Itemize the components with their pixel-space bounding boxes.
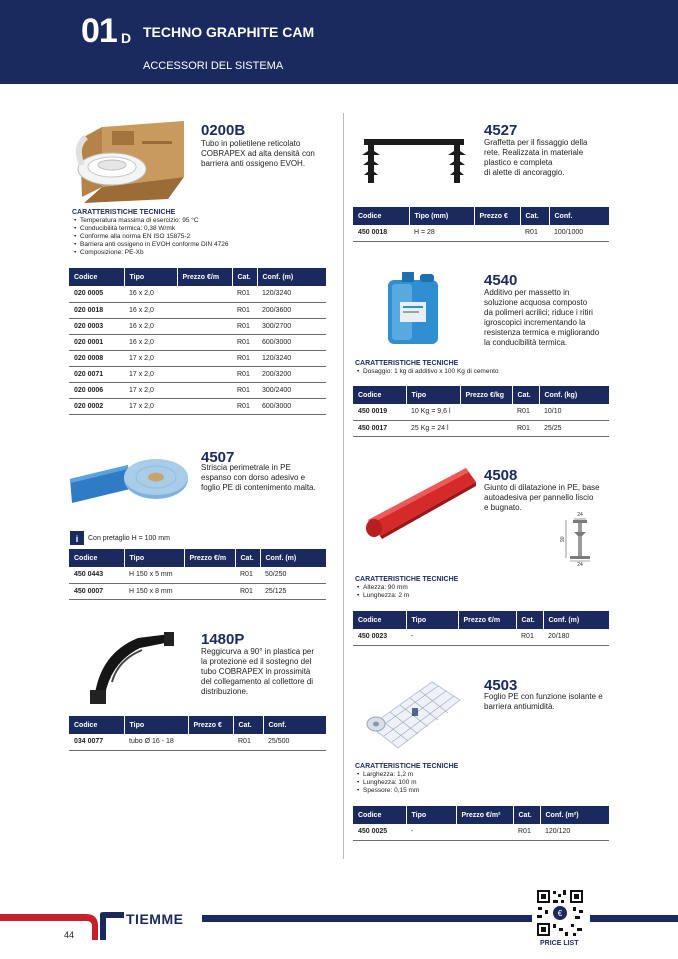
page-number: 44 [64, 930, 75, 940]
cell-cat: R01 [516, 629, 543, 645]
col-header: Prezzo € [188, 716, 233, 734]
col-header: Codice [69, 716, 124, 734]
cell-conf: 10/10 [539, 404, 609, 420]
cell-conf: 600/3000 [257, 398, 326, 414]
spec-item: • Lunghezza: 100 m [355, 779, 458, 787]
col-header: Conf. (m) [543, 611, 609, 629]
cell-code: 020 0001 [69, 334, 124, 350]
col-header: Tipo [124, 549, 184, 567]
col-header: Codice [353, 207, 409, 225]
table-row [69, 302, 326, 318]
specs-title: CARATTERISTICHE TECNICHE [355, 576, 459, 583]
cell-code: 034 0077 [69, 734, 124, 750]
cell-code: 450 0007 [69, 583, 124, 599]
cell-cat: R01 [232, 382, 257, 398]
additive-canister-image [384, 270, 442, 346]
cell-price [184, 567, 235, 583]
spec-item: • Conforme alla norma EN ISO 15875-2 [72, 233, 229, 241]
cell-type: 16 x 2,0 [124, 302, 177, 318]
cell-price [177, 302, 232, 318]
cell-cat: R01 [232, 350, 257, 366]
cell-type: 16 x 2,0 [124, 286, 177, 302]
table-row [353, 824, 609, 840]
cell-conf: 25/125 [260, 583, 326, 599]
cell-type: 25 Kg = 24 l [406, 420, 460, 436]
table-row [69, 334, 326, 350]
col-header: Prezzo €/kg [460, 386, 512, 404]
price-table-1480p [69, 716, 326, 751]
col-header: Tipo [406, 806, 456, 824]
cell-cat: R01 [513, 824, 540, 840]
perimeter-strip-image [68, 455, 190, 509]
cell-type: - [406, 824, 456, 840]
cell-type: 17 x 2,0 [124, 398, 177, 414]
col-header: Prezzo €/m [184, 549, 235, 567]
col-header: Cat. [513, 806, 540, 824]
table-row [69, 366, 326, 382]
col-header: Codice [69, 268, 124, 286]
price-table-4527 [353, 207, 609, 242]
product-code-0200b: 0200B [201, 122, 246, 139]
col-header: Conf. (m²) [540, 806, 609, 824]
price-table-4503 [353, 806, 609, 841]
table-row [69, 398, 326, 414]
qr-code[interactable] [535, 888, 585, 938]
spec-item: • Larghezza: 1,2 m [355, 771, 458, 779]
cell-code: 450 0443 [69, 567, 124, 583]
cell-price [474, 225, 520, 241]
table-header-row [353, 386, 609, 404]
cell-code: 020 0018 [69, 302, 124, 318]
product-description-4503: Foglio PE con funzione isolante e barriera antiumidità. [484, 692, 603, 711]
product-code-4503: 4503 [484, 677, 518, 694]
pipe-bend-support-image [78, 628, 178, 708]
col-header: Conf. [263, 716, 326, 734]
cell-cat: R01 [233, 734, 263, 750]
cell-price [458, 629, 516, 645]
col-header: Conf. [549, 207, 609, 225]
cell-code: 020 0002 [69, 398, 124, 414]
table-row [353, 225, 609, 241]
cell-code: 450 0017 [353, 420, 406, 436]
cell-price [177, 334, 232, 350]
cell-code: 020 0005 [69, 286, 124, 302]
col-header: Codice [353, 386, 406, 404]
cell-cat: R01 [235, 583, 260, 599]
cell-conf: 25/500 [263, 734, 326, 750]
cell-conf: 300/2400 [257, 382, 326, 398]
col-header: Conf. (kg) [539, 386, 609, 404]
pretaglio-note [70, 531, 170, 545]
table-row [69, 350, 326, 366]
specs-0200b [72, 209, 229, 257]
col-header: Tipo [406, 386, 460, 404]
spec-item: • Composizione: PE-Xb [72, 249, 229, 257]
col-header: Cat. [232, 268, 257, 286]
cell-cat: R01 [232, 302, 257, 318]
cell-price [177, 318, 232, 334]
price-table-4508 [353, 611, 609, 646]
col-header: Cat. [512, 386, 539, 404]
cell-cat: R01 [232, 318, 257, 334]
spec-item: • Dosaggio: 1 kg di additivo x 100 Kg di cemento [355, 368, 499, 376]
specs-4508 [355, 576, 458, 600]
table-row [353, 629, 609, 645]
page-title: TECHNO GRAPHITE CAM [143, 24, 315, 40]
product-code-4508: 4508 [484, 467, 518, 484]
specs-4540 [355, 360, 499, 376]
table-row [69, 583, 326, 599]
product-description-1480p: Reggicurva a 90° in plastica per la protezione ed il sostegno del tubo COBRAPEX in prossimità del collegamento al collettore di distribuzione. [201, 647, 315, 696]
column-divider [343, 113, 344, 859]
cell-type: 16 x 2,0 [124, 318, 177, 334]
table-row [353, 404, 609, 420]
table-header-row [69, 268, 326, 286]
cell-conf: 200/3600 [257, 302, 326, 318]
specs-4503 [355, 763, 458, 795]
spec-item: • Altezza: 90 mm [355, 584, 458, 592]
cell-price [456, 824, 513, 840]
col-header: Tipo [406, 611, 458, 629]
cell-code: 450 0023 [353, 629, 406, 645]
cell-type: H 150 x 5 mm [124, 567, 184, 583]
spec-item: • Barriera anti ossigeno in EVOH conforme DIN 4726 [72, 241, 229, 249]
product-description-4540: Additivo per massetto in soluzione acquosa composto da polimeri acrilici; riduce i ritiri igroscopici incrementando la resistenza termica e migliorando la conducibilità termica. [484, 288, 600, 347]
qr-label: PRICE LIST [540, 940, 579, 947]
cell-code: 450 0018 [353, 225, 409, 241]
spec-item: • Temperatura massima di esercizio: 95 °C [72, 217, 229, 225]
cell-code: 020 0071 [69, 366, 124, 382]
table-row [353, 420, 609, 436]
cell-conf: 25/25 [539, 420, 609, 436]
product-description-4507: Striscia perimetrale in PE espanso con dorso adesivo e foglio PE di contenimento malta. [201, 463, 316, 492]
table-row [69, 734, 326, 750]
col-header: Tipo [124, 268, 177, 286]
cell-code: 450 0025 [353, 824, 406, 840]
cell-conf: 120/120 [540, 824, 609, 840]
cell-conf: 120/3240 [257, 286, 326, 302]
product-code-4527: 4527 [484, 122, 518, 139]
product-description-0200b: Tubo in polietilene reticolato COBRAPEX ad alta densità con barriera anti ossigeno EVOH. [201, 139, 315, 168]
cell-price [177, 398, 232, 414]
table-header-row [353, 207, 609, 225]
product-code-1480p: 1480P [201, 631, 245, 648]
table-header-row [69, 716, 326, 734]
col-header: Codice [69, 549, 124, 567]
cell-cat: R01 [512, 420, 539, 436]
cell-code: 020 0008 [69, 350, 124, 366]
cell-type: 10 Kg = 9,6 l [406, 404, 460, 420]
col-header: Cat. [516, 611, 543, 629]
col-header: Codice [353, 611, 406, 629]
cell-conf: 100/1000 [549, 225, 609, 241]
note-text: Con pretaglio H = 100 mm [88, 534, 170, 542]
col-header: Conf. (m) [260, 549, 326, 567]
cell-conf: 20/180 [543, 629, 609, 645]
spec-item: • Conducibilità termica: 0,38 W/mk [72, 225, 229, 233]
table-header-row [353, 806, 609, 824]
cell-type: - [406, 629, 458, 645]
table-row [69, 382, 326, 398]
product-description-4527: Graffetta per il fissaggio della rete. Realizzata in materiale plastico e completa di alette di ancoraggio. [484, 138, 588, 177]
expansion-joint-image [366, 460, 478, 540]
cell-type: tubo Ø 16 - 18 [124, 734, 188, 750]
cell-conf: 300/2700 [257, 318, 326, 334]
joint-profile-drawing [560, 510, 600, 566]
section-letter: D [121, 30, 132, 46]
cell-type: 17 x 2,0 [124, 366, 177, 382]
col-header: Conf. (m) [257, 268, 326, 286]
pipe-box-image [72, 117, 190, 205]
clip-image [358, 133, 470, 187]
price-table-0200b [69, 268, 326, 415]
specs-title: CARATTERISTICHE TECNICHE [355, 360, 459, 367]
col-header: Tipo (mm) [409, 207, 474, 225]
col-header: Prezzo €/m² [456, 806, 513, 824]
cell-code: 020 0006 [69, 382, 124, 398]
product-code-4507: 4507 [201, 449, 235, 466]
brand-logo-text: TIEMME [126, 911, 184, 927]
col-header: Cat. [520, 207, 549, 225]
cell-price [460, 420, 512, 436]
col-header: Prezzo €/m [177, 268, 232, 286]
price-table-4507 [69, 549, 326, 600]
cell-cat: R01 [512, 404, 539, 420]
pe-sheet-roll-image [362, 678, 462, 752]
drawing-label-bottom: 24 [577, 562, 583, 566]
cell-code: 450 0019 [353, 404, 406, 420]
specs-title: CARATTERISTICHE TECNICHE [72, 209, 176, 216]
svg-text:€: € [557, 909, 563, 918]
col-header: Prezzo € [474, 207, 520, 225]
cell-cat: R01 [232, 286, 257, 302]
price-table-4540 [353, 386, 609, 437]
cell-conf: 50/250 [260, 567, 326, 583]
cell-type: H 150 x 8 mm [124, 583, 184, 599]
table-row [69, 286, 326, 302]
table-row [69, 318, 326, 334]
specs-title: CARATTERISTICHE TECNICHE [355, 763, 459, 770]
cell-conf: 200/3200 [257, 366, 326, 382]
product-code-4540: 4540 [484, 272, 518, 289]
cell-price [177, 366, 232, 382]
table-row [69, 567, 326, 583]
col-header: Codice [353, 806, 406, 824]
section-number: 01 [81, 12, 117, 50]
drawing-label-top: 24 [577, 512, 583, 518]
info-icon: i [70, 531, 84, 545]
cell-type: 17 x 2,0 [124, 382, 177, 398]
cell-cat: R01 [232, 366, 257, 382]
table-header-row [353, 611, 609, 629]
cell-type: 17 x 2,0 [124, 350, 177, 366]
col-header: Cat. [233, 716, 263, 734]
cell-type: H = 28 [409, 225, 474, 241]
cell-price [177, 382, 232, 398]
col-header: Cat. [235, 549, 260, 567]
cell-price [460, 404, 512, 420]
page-subtitle: ACCESSORI DEL SISTEMA [143, 60, 284, 72]
drawing-label-height: 90 [560, 536, 566, 542]
cell-price [177, 286, 232, 302]
cell-cat: R01 [232, 334, 257, 350]
cell-code: 020 0003 [69, 318, 124, 334]
cell-price [188, 734, 233, 750]
cell-cat: R01 [235, 567, 260, 583]
col-header: Tipo [124, 716, 188, 734]
cell-cat: R01 [232, 398, 257, 414]
product-description-4508: Giunto di dilatazione in PE, base autoadesiva per pannello liscio e bugnato. [484, 483, 600, 512]
cell-type: 16 x 2,0 [124, 334, 177, 350]
table-header-row [69, 549, 326, 567]
cell-price [184, 583, 235, 599]
cell-price [177, 350, 232, 366]
col-header: Prezzo €/m [458, 611, 516, 629]
cell-cat: R01 [520, 225, 549, 241]
spec-item: • Spessore: 0,15 mm [355, 787, 458, 795]
spec-item: • Lunghezza: 2 m [355, 592, 458, 600]
cell-conf: 120/3240 [257, 350, 326, 366]
page-header [0, 0, 678, 84]
cell-conf: 600/3000 [257, 334, 326, 350]
